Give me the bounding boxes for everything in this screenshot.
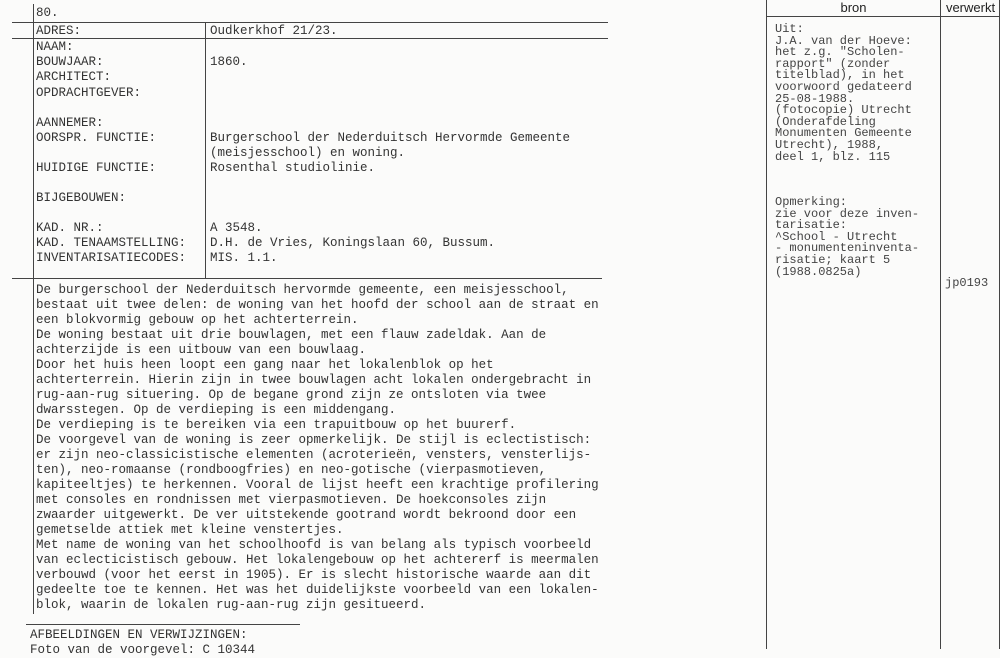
label-architect: ARCHITECT: <box>36 70 112 84</box>
label-huidige-functie: HUIDIGE FUNCTIE: <box>36 161 157 175</box>
divider <box>26 624 300 625</box>
label-bouwjaar: BOUWJAAR: <box>36 55 104 69</box>
value-huidige-functie: Rosenthal studiolinie. <box>210 161 376 175</box>
label-oorspr-functie: OORSPR. FUNCTIE: <box>36 131 157 145</box>
label-kad-tenaamstelling: KAD. TENAAMSTELLING: <box>36 236 187 250</box>
sidebar-mid-line <box>940 0 941 649</box>
label-adres: ADRES: <box>36 24 82 38</box>
value-bouwjaar: 1860. <box>210 55 248 69</box>
label-aannemer: AANNEMER: <box>36 116 104 130</box>
remark-text: Opmerking: zie voor deze inven- tarisatie: ^School - Utrecht - monumenteninventa- risatie; kaart 5 (1988.0825a) <box>775 195 920 279</box>
label-opdrachtgever: OPDRACHTGEVER: <box>36 86 142 100</box>
label-naam: NAAM: <box>36 40 74 54</box>
illustrations-line: Foto van de voorgevel: C 10344 <box>30 643 256 657</box>
description-text: De burgerschool der Nederduitsch hervormde gemeente, een meisjesschool, bestaat uit twee delen: de woning van het hoofd der school aan de straat en een blokvormig gebouw op het achterterrein. De woning bestaat uit drie bouwlagen, met een flauw zadeldak. Aan de achterzijde is een uitbouw van een bouwlaag. Door het huis heen loopt een gang naar het lokalenblok op het achterterrein. Hierin zijn in twee bouwlagen acht lokalen ondergebracht in rug-aan-rug situering. Op de begane grond zijn ze ontsloten via twee dwarsstegen. Op de verdieping is een middengang. De verdieping is te bereiken via een trapuitbouw op het buurerf. De voorgevel van de woning is zeer opmerkelijk. De stijl is eclectistisch: er zijn neo-classicistische elementen (acroterieën, vensters, vensterlijs- ten), neo-romaanse (rondboogfries) en neo-gotische (vierpasmotieven, kapiteeltjes) te herkennen. Vooral de lijst heeft een krachtige profilering met consoles en rondnissen met vierpasmotieven. De hoekconsoles zijn zwaarder uitgewerkt. De ver uitstekende gootrand wordt bekroond door een gemetselde attiek met kleine venstertjes. Met name de woning van het schoolhoofd is van belang als typisch voorbeeld van eclecticistisch gebouw. Het lokalengebouw op het achtererf is meermalen verbouwd (voor het eerst in 1905). Er is slecht historische waarde aan dit gedeelte toe te kennen. Het was het duidelijkste voorbeeld van een lokalen- blok, waarin de lokalen rug-aan-rug zijn gesitueerd. <box>36 283 599 612</box>
left-margin-line <box>33 4 34 614</box>
header-bron: bron <box>840 0 867 15</box>
label-bijgebouwen: BIJGEBOUWEN: <box>36 191 127 205</box>
illustrations-heading: AFBEELDINGEN EN VERWIJZINGEN: <box>30 628 248 642</box>
value-oorspr-functie: Burgerschool der Nederduitsch Hervormde Gemeente (meisjesschool) en woning. <box>210 131 571 160</box>
sidebar-header-line <box>766 16 1000 17</box>
sidebar-left-line <box>766 0 767 649</box>
value-adres: Oudkerkhof 21/23. <box>210 24 338 38</box>
label-inventarisatiecodes: INVENTARISATIECODES: <box>36 251 187 265</box>
record-number: 80. <box>36 6 59 20</box>
value-kad-nr: A 3548. <box>210 221 263 235</box>
divider <box>12 22 608 23</box>
header-verwerkt: verwerkt <box>945 0 996 15</box>
label-kad-nr: KAD. NR.: <box>36 221 104 235</box>
value-inventarisatiecodes: MIS. 1.1. <box>210 251 278 265</box>
value-kad-tenaamstelling: D.H. de Vries, Koningslaan 60, Bussum. <box>210 236 496 250</box>
divider <box>12 278 602 279</box>
source-text: Uit: J.A. van der Hoeve: het z.g. "Scholen- rapport" (zonder titelblad), in het voorwoord gedateerd 25-08-1988. (fotocopie) Utrecht (Onderafdeling Monumenten Gemeente Utrecht), 1988, deel 1, blz. 115 <box>775 22 912 164</box>
column-divider <box>205 22 206 278</box>
processed-code: jp0193 <box>945 276 989 290</box>
